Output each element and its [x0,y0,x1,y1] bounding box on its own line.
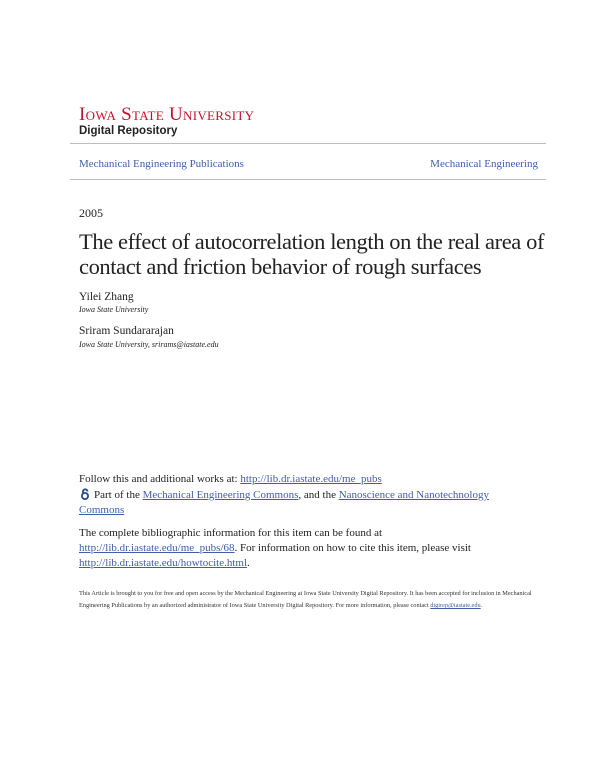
university-logo: Iowa State University [79,104,255,125]
item-url-link[interactable]: http://lib.dr.iastate.edu/me_pubs/68 [79,542,235,554]
nav-divider [70,179,546,180]
period: . [247,557,250,569]
top-divider [70,143,546,144]
publications-link[interactable]: Mechanical Engineering Publications [79,158,244,170]
author-affiliation: Iowa State University, srirams@iastate.edu [79,340,219,349]
biblio-text: The complete bibliographic information for this item can be found at [79,527,383,539]
follow-text: Follow this and additional works at: [79,473,241,485]
bibliographic-info [79,526,509,571]
author-name: Sriram Sundararajan [79,325,174,337]
repository-name: Digital Repository [79,125,178,137]
part-of-line [79,488,519,518]
cite-text: . For information on how to cite this item, please visit [234,542,471,554]
department-link[interactable]: Mechanical Engineering [430,158,538,170]
author-name: Yilei Zhang [79,291,134,303]
how-to-cite-link[interactable]: http://lib.dr.iastate.edu/howtocite.html [79,557,248,569]
paper-title: The effect of autocorrelation length on the real area of contact and friction behavior of rough surfaces [79,229,545,279]
part-of-text: Part of the [94,489,143,501]
open-access-icon [79,488,91,500]
collection-url-link[interactable]: http://lib.dr.iastate.edu/me_pubs [240,473,382,485]
publication-year: 2005 [79,206,103,220]
author-affiliation: Iowa State University [79,305,149,314]
and-the-text: , and the [298,489,339,501]
nanoscience-commons-link[interactable]: Nanoscience and Nanotechnology Commons [79,489,489,516]
footer-text: This Article is brought to you for free and open access by the Mechanical Engineering at Iowa State University Digital Repository. It has been accepted for inclusion in Mechanical Engineering Publications by an authorized administrator of Iowa State University Digital Repository. For more information, please contact [79,590,532,609]
footer-notice [79,588,534,612]
follow-line [79,472,541,487]
mechanical-engineering-commons-link[interactable]: Mechanical Engineering Commons [142,489,299,501]
contact-email-link[interactable]: digirep@iastate.edu [430,602,481,609]
footer-end: . [480,602,483,609]
